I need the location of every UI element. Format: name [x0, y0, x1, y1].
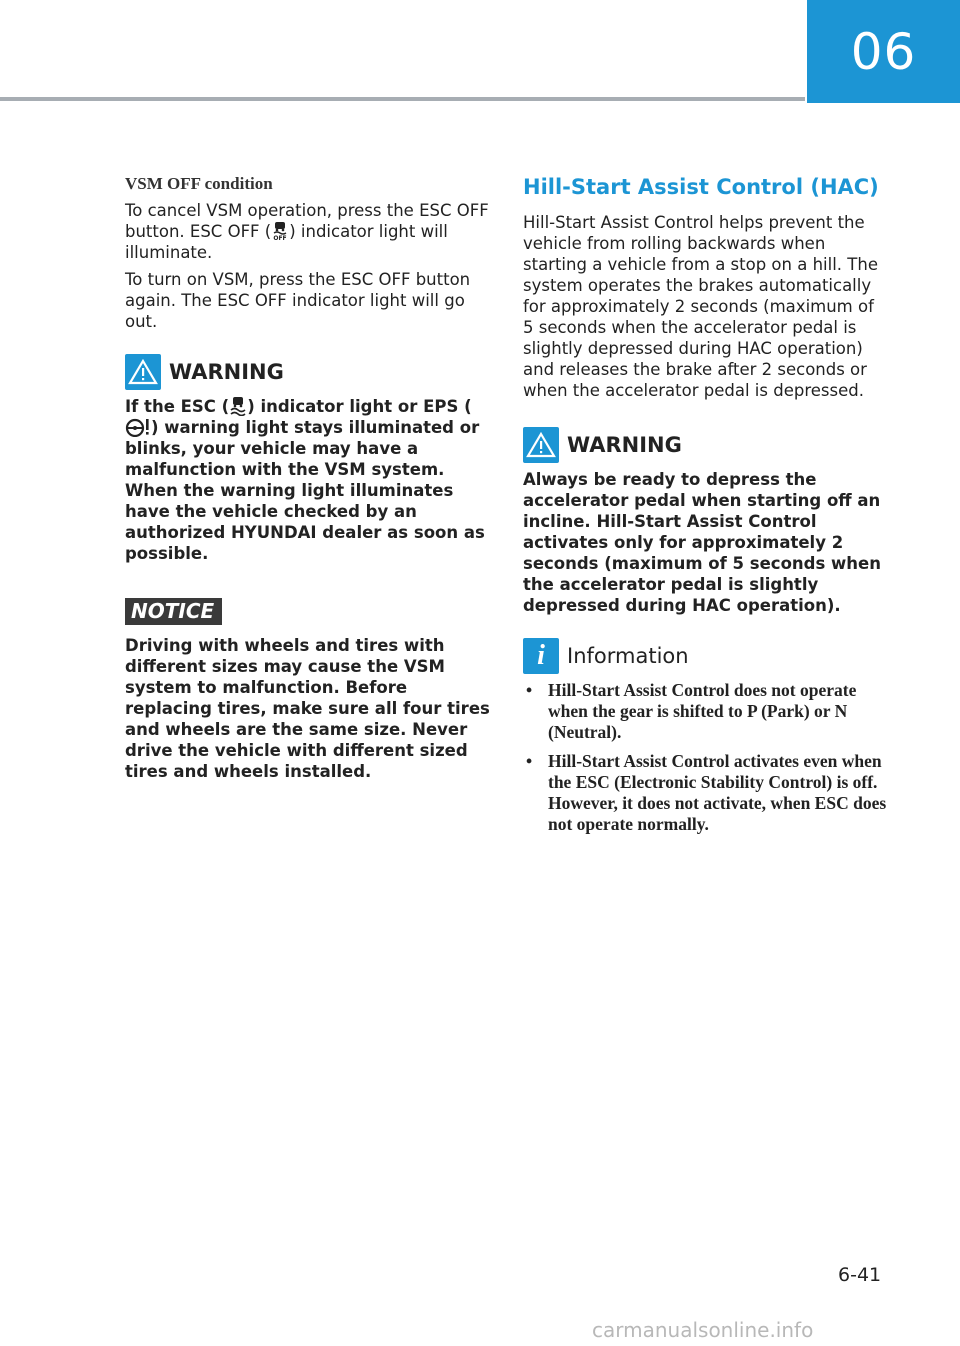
chapter-tab: 06 — [807, 0, 960, 103]
vsm-off-paragraph-1: To cancel VSM operation, press the ESC OFF button. ESC OFF ( OFF ) indicator light will illuminate. — [125, 201, 489, 262]
warning-text-left: If the ESC ( ) indicator light or EPS () warning light stays illuminated or blinks, your vehicle may have a malfunction with the VSM system. When the warning light illuminates have the vehicle checked by an authorized HYUNDAI dealer as soon as possible. — [125, 397, 485, 563]
list-item: • Hill-Start Assist Control does not operate when the gear is shifted to P (Park) or N (Neutral). — [526, 680, 857, 742]
info-list — [523, 680, 888, 835]
warning-header-left — [125, 354, 490, 390]
bullet-icon: • — [526, 751, 533, 771]
warning-header-right — [523, 427, 888, 463]
warning-label: WARNING — [169, 360, 284, 384]
hac-body: Hill-Start Assist Control helps prevent the vehicle from rolling backwards when starting a vehicle from a stop on a hill. The system operates the brakes automatically for approximately 2 seconds (maximum of 5 seconds when the accelerator pedal is slightly depressed during HAC operation) and releases the brake after 2 seconds or when the accelerator pedal is depressed. — [523, 213, 878, 400]
info-icon: i — [523, 638, 559, 674]
esc-icon — [229, 396, 247, 416]
warning-text-right: Always be ready to depress the accelerator pedal when starting off an incline. Hill-Start Assist Control activates only for approximately 2 seconds (maximum of 5 seconds when the accelerator pedal is slightly depressed during HAC operation). — [523, 470, 881, 615]
esc-off-icon — [271, 221, 289, 241]
watermark: carmanualsonline.info — [592, 1318, 814, 1342]
svg-text:OFF: OFF — [273, 235, 287, 241]
notice-text: Driving with wheels and tires with different sizes may cause the VSM system to malfunction. Before replacing tires, make sure all four tires and wheels are the same size. Never drive the vehicle with different sized tires and wheels installed. — [125, 636, 490, 781]
vsm-off-heading: VSM OFF condition — [125, 174, 273, 193]
warning-icon — [125, 354, 161, 390]
eps-icon — [125, 417, 151, 437]
notice-badge: NOTICE — [125, 598, 222, 625]
vsm-off-paragraph-2: To turn on VSM, press the ESC OFF button again. The ESC OFF indicator light will go out. — [125, 270, 471, 331]
left-column — [125, 172, 490, 782]
page-number: 6-41 — [838, 1264, 882, 1286]
info-label: Information — [567, 644, 689, 668]
header-rule — [0, 97, 805, 101]
right-column — [523, 172, 888, 843]
hac-title: Hill-Start Assist Control (HAC) — [523, 175, 879, 199]
warning-icon — [523, 427, 559, 463]
warning-label: WARNING — [567, 433, 682, 457]
info-header — [523, 638, 888, 674]
bullet-icon: • — [526, 680, 533, 700]
list-item: • Hill-Start Assist Control activates even when the ESC (Electronic Stability Control) is off. However, it does not activate, when ESC does not operate normally. — [526, 751, 887, 834]
